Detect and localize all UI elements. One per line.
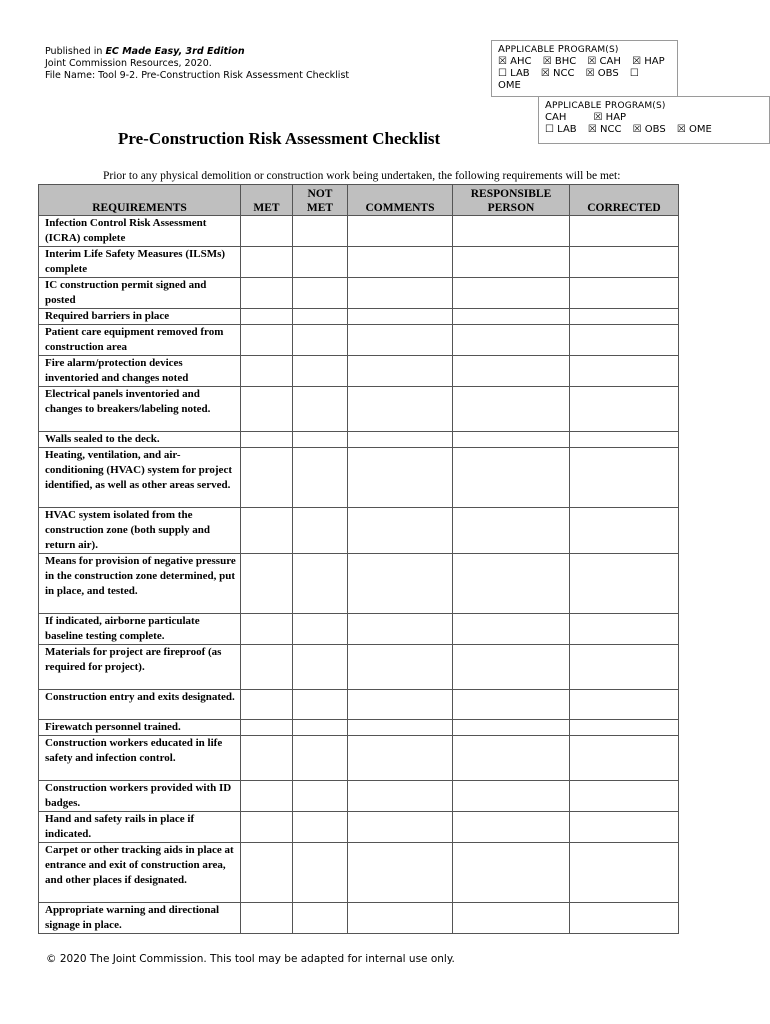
requirement-cell: If indicated, airborne particulate baseline testing complete. bbox=[39, 614, 241, 645]
responsible-person-cell[interactable] bbox=[453, 247, 570, 278]
not-met-cell[interactable] bbox=[293, 554, 348, 614]
requirement-cell: Patient care equipment removed from construction area bbox=[39, 325, 241, 356]
not-met-cell[interactable] bbox=[293, 812, 348, 843]
requirement-cell: HVAC system isolated from the construction zone (both supply and return air). bbox=[39, 508, 241, 554]
corrected-cell[interactable] bbox=[570, 614, 679, 645]
met-cell[interactable] bbox=[241, 216, 293, 247]
table-row bbox=[39, 508, 679, 554]
corrected-cell[interactable] bbox=[570, 216, 679, 247]
met-cell[interactable] bbox=[241, 812, 293, 843]
applicable-programs-title: APPLICABLE PROGRAM(S) bbox=[498, 44, 619, 55]
publication-info bbox=[45, 46, 349, 82]
published-in-prefix: Published in bbox=[45, 46, 106, 57]
responsible-person-cell[interactable] bbox=[453, 554, 570, 614]
requirement-cell: Construction workers provided with ID badges. bbox=[39, 781, 241, 812]
requirement-cell: Hand and safety rails in place if indicated. bbox=[39, 812, 241, 843]
corrected-cell[interactable] bbox=[570, 448, 679, 508]
file-name-line: File Name: Tool 9-2. Pre-Construction Risk Assessment Checklist bbox=[45, 70, 350, 81]
corrected-cell[interactable] bbox=[570, 781, 679, 812]
comments-cell[interactable] bbox=[348, 614, 453, 645]
table-row bbox=[39, 325, 679, 356]
applicable-programs-box-1 bbox=[491, 40, 678, 97]
responsible-person-cell[interactable] bbox=[453, 645, 570, 690]
header-met: MET bbox=[241, 185, 293, 216]
responsible-person-cell[interactable] bbox=[453, 812, 570, 843]
program-checkbox-lab[interactable]: ☐ LAB bbox=[545, 124, 577, 135]
intro-text: Prior to any physical demolition or construction work being undertaken, the following requirements will be met: bbox=[103, 170, 621, 182]
met-cell[interactable] bbox=[241, 554, 293, 614]
met-cell[interactable] bbox=[241, 781, 293, 812]
corrected-cell[interactable] bbox=[570, 554, 679, 614]
not-met-cell[interactable] bbox=[293, 736, 348, 781]
requirement-cell: Fire alarm/protection devices inventoried and changes noted bbox=[39, 356, 241, 387]
corrected-cell[interactable] bbox=[570, 247, 679, 278]
comments-cell[interactable] bbox=[348, 247, 453, 278]
requirement-cell: Means for provision of negative pressure in the construction zone determined, put in place, and tested. bbox=[39, 554, 241, 614]
table-row bbox=[39, 554, 679, 614]
document-title: Pre-Construction Risk Assessment Checklist bbox=[118, 129, 441, 148]
responsible-person-cell[interactable] bbox=[453, 216, 570, 247]
responsible-person-cell[interactable] bbox=[453, 843, 570, 903]
header-comments: COMMENTS bbox=[348, 185, 453, 216]
not-met-cell[interactable] bbox=[293, 843, 348, 903]
met-cell[interactable] bbox=[241, 508, 293, 554]
met-cell[interactable] bbox=[241, 720, 293, 736]
table-row bbox=[39, 614, 679, 645]
table-header-row bbox=[39, 185, 679, 216]
comments-cell[interactable] bbox=[348, 432, 453, 448]
responsible-person-cell[interactable] bbox=[453, 309, 570, 325]
checklist-body bbox=[39, 216, 679, 934]
met-cell[interactable] bbox=[241, 247, 293, 278]
table-row bbox=[39, 812, 679, 843]
requirement-cell: Electrical panels inventoried and changes to breakers/labeling noted. bbox=[39, 387, 241, 432]
responsible-person-cell[interactable] bbox=[453, 781, 570, 812]
table-row bbox=[39, 720, 679, 736]
table-row bbox=[39, 309, 679, 325]
table-row bbox=[39, 247, 679, 278]
responsible-person-cell[interactable] bbox=[453, 448, 570, 508]
comments-cell[interactable] bbox=[348, 325, 453, 356]
responsible-person-cell[interactable] bbox=[453, 508, 570, 554]
table-row bbox=[39, 690, 679, 720]
corrected-cell[interactable] bbox=[570, 387, 679, 432]
not-met-cell[interactable] bbox=[293, 216, 348, 247]
program-checkbox-lab[interactable]: ☐ LAB bbox=[498, 68, 530, 79]
program-checkbox-hap[interactable]: ☒ HAP bbox=[632, 56, 665, 67]
requirement-cell: Heating, ventilation, and air-conditioning (HVAC) system for project identified, as well as other areas served. bbox=[39, 448, 241, 508]
copyright-footer: © 2020 The Joint Commission. This tool may be adapted for internal use only. bbox=[46, 953, 455, 965]
requirement-cell: IC construction permit signed and posted bbox=[39, 278, 241, 309]
responsible-person-cell[interactable] bbox=[453, 720, 570, 736]
table-row bbox=[39, 645, 679, 690]
requirement-cell: Appropriate warning and directional signage in place. bbox=[39, 903, 241, 934]
program-checkbox-hap[interactable]: ☒ HAP bbox=[593, 112, 627, 123]
met-cell[interactable] bbox=[241, 356, 293, 387]
not-met-cell[interactable] bbox=[293, 508, 348, 554]
met-cell[interactable] bbox=[241, 903, 293, 934]
responsible-person-cell[interactable] bbox=[453, 432, 570, 448]
not-met-cell[interactable] bbox=[293, 645, 348, 690]
met-cell[interactable] bbox=[241, 448, 293, 508]
not-met-cell[interactable] bbox=[293, 614, 348, 645]
comments-cell[interactable] bbox=[348, 554, 453, 614]
corrected-cell[interactable] bbox=[570, 812, 679, 843]
comments-cell[interactable] bbox=[348, 448, 453, 508]
corrected-cell[interactable] bbox=[570, 432, 679, 448]
comments-cell[interactable] bbox=[348, 508, 453, 554]
met-cell[interactable] bbox=[241, 690, 293, 720]
requirement-cell: Infection Control Risk Assessment (ICRA) complete bbox=[39, 216, 241, 247]
met-cell[interactable] bbox=[241, 645, 293, 690]
not-met-cell[interactable] bbox=[293, 781, 348, 812]
requirement-cell: Walls sealed to the deck. bbox=[39, 432, 241, 448]
comments-cell[interactable] bbox=[348, 781, 453, 812]
responsible-person-cell[interactable] bbox=[453, 614, 570, 645]
not-met-cell[interactable] bbox=[293, 325, 348, 356]
not-met-cell[interactable] bbox=[293, 720, 348, 736]
program-checkbox-bhc[interactable]: ☒ BHC bbox=[542, 56, 577, 67]
comments-cell[interactable] bbox=[348, 278, 453, 309]
comments-cell[interactable] bbox=[348, 736, 453, 781]
responsible-person-cell[interactable] bbox=[453, 903, 570, 934]
header-responsible-person: RESPONSIBLE PERSON bbox=[453, 185, 570, 216]
published-in-line bbox=[45, 46, 349, 58]
corrected-cell[interactable] bbox=[570, 356, 679, 387]
table-row bbox=[39, 448, 679, 508]
responsible-person-cell[interactable] bbox=[453, 356, 570, 387]
comments-cell[interactable] bbox=[348, 690, 453, 720]
responsible-person-cell[interactable] bbox=[453, 325, 570, 356]
comments-cell[interactable] bbox=[348, 309, 453, 325]
applicable-programs-title: APPLICABLE PROGRAM(S) bbox=[545, 100, 666, 111]
met-cell[interactable] bbox=[241, 278, 293, 309]
program-label-cah: CAH bbox=[545, 112, 567, 123]
program-checkbox-obs[interactable]: ☒ OBS bbox=[585, 68, 619, 79]
not-met-cell[interactable] bbox=[293, 387, 348, 432]
corrected-cell[interactable] bbox=[570, 903, 679, 934]
checklist-table bbox=[38, 184, 679, 934]
corrected-cell[interactable] bbox=[570, 309, 679, 325]
met-cell[interactable] bbox=[241, 387, 293, 432]
comments-cell[interactable] bbox=[348, 387, 453, 432]
corrected-cell[interactable] bbox=[570, 720, 679, 736]
table-row bbox=[39, 432, 679, 448]
comments-cell[interactable] bbox=[348, 843, 453, 903]
header-not-met: NOT MET bbox=[293, 185, 348, 216]
program-checkbox-ome[interactable]: ☐ bbox=[629, 68, 639, 79]
requirement-cell: Construction entry and exits designated. bbox=[39, 690, 241, 720]
header-corrected: CORRECTED bbox=[570, 185, 679, 216]
met-cell[interactable] bbox=[241, 309, 293, 325]
requirement-cell: Interim Life Safety Measures (ILSMs) complete bbox=[39, 247, 241, 278]
responsible-person-cell[interactable] bbox=[453, 736, 570, 781]
not-met-cell[interactable] bbox=[293, 309, 348, 325]
publisher-line: Joint Commission Resources, 2020. bbox=[45, 58, 212, 69]
not-met-cell[interactable] bbox=[293, 690, 348, 720]
responsible-person-cell[interactable] bbox=[453, 278, 570, 309]
header-requirements: REQUIREMENTS bbox=[39, 185, 241, 216]
not-met-cell[interactable] bbox=[293, 448, 348, 508]
comments-cell[interactable] bbox=[348, 812, 453, 843]
comments-cell[interactable] bbox=[348, 720, 453, 736]
program-checkbox-ome[interactable]: ☒ OME bbox=[676, 124, 712, 135]
requirement-cell: Construction workers educated in life safety and infection control. bbox=[39, 736, 241, 781]
program-checkbox-ahc[interactable]: ☒ AHC bbox=[498, 56, 532, 67]
table-row bbox=[39, 736, 679, 781]
not-met-cell[interactable] bbox=[293, 356, 348, 387]
comments-cell[interactable] bbox=[348, 645, 453, 690]
table-row bbox=[39, 843, 679, 903]
table-row bbox=[39, 356, 679, 387]
corrected-cell[interactable] bbox=[570, 736, 679, 781]
not-met-cell[interactable] bbox=[293, 278, 348, 309]
table-row bbox=[39, 216, 679, 247]
corrected-cell[interactable] bbox=[570, 645, 679, 690]
met-cell[interactable] bbox=[241, 432, 293, 448]
requirement-cell: Required barriers in place bbox=[39, 309, 241, 325]
met-cell[interactable] bbox=[241, 843, 293, 903]
corrected-cell[interactable] bbox=[570, 843, 679, 903]
program-checkbox-ncc[interactable]: ☒ NCC bbox=[540, 68, 575, 79]
requirement-cell: Firewatch personnel trained. bbox=[39, 720, 241, 736]
book-title: EC Made Easy, 3rd Edition bbox=[105, 46, 245, 57]
program-checkbox-ncc[interactable]: ☒ NCC bbox=[587, 124, 622, 135]
applicable-programs-box-2 bbox=[538, 96, 770, 144]
met-cell[interactable] bbox=[241, 614, 293, 645]
not-met-cell[interactable] bbox=[293, 247, 348, 278]
not-met-cell[interactable] bbox=[293, 903, 348, 934]
met-cell[interactable] bbox=[241, 736, 293, 781]
table-row bbox=[39, 781, 679, 812]
corrected-cell[interactable] bbox=[570, 508, 679, 554]
requirement-cell: Materials for project are fireproof (as required for project). bbox=[39, 645, 241, 690]
corrected-cell[interactable] bbox=[570, 325, 679, 356]
comments-cell[interactable] bbox=[348, 903, 453, 934]
responsible-person-cell[interactable] bbox=[453, 387, 570, 432]
comments-cell[interactable] bbox=[348, 356, 453, 387]
responsible-person-cell[interactable] bbox=[453, 690, 570, 720]
requirement-cell: Carpet or other tracking aids in place at entrance and exit of construction area, and other places if designated. bbox=[39, 843, 241, 903]
program-label-ome: OME bbox=[498, 80, 521, 91]
table-row bbox=[39, 387, 679, 432]
program-checkbox-cah[interactable]: ☒ CAH bbox=[587, 56, 621, 67]
not-met-cell[interactable] bbox=[293, 432, 348, 448]
met-cell[interactable] bbox=[241, 325, 293, 356]
corrected-cell[interactable] bbox=[570, 690, 679, 720]
corrected-cell[interactable] bbox=[570, 278, 679, 309]
program-checkbox-obs[interactable]: ☒ OBS bbox=[632, 124, 666, 135]
table-row bbox=[39, 903, 679, 934]
comments-cell[interactable] bbox=[348, 216, 453, 247]
table-row bbox=[39, 278, 679, 309]
